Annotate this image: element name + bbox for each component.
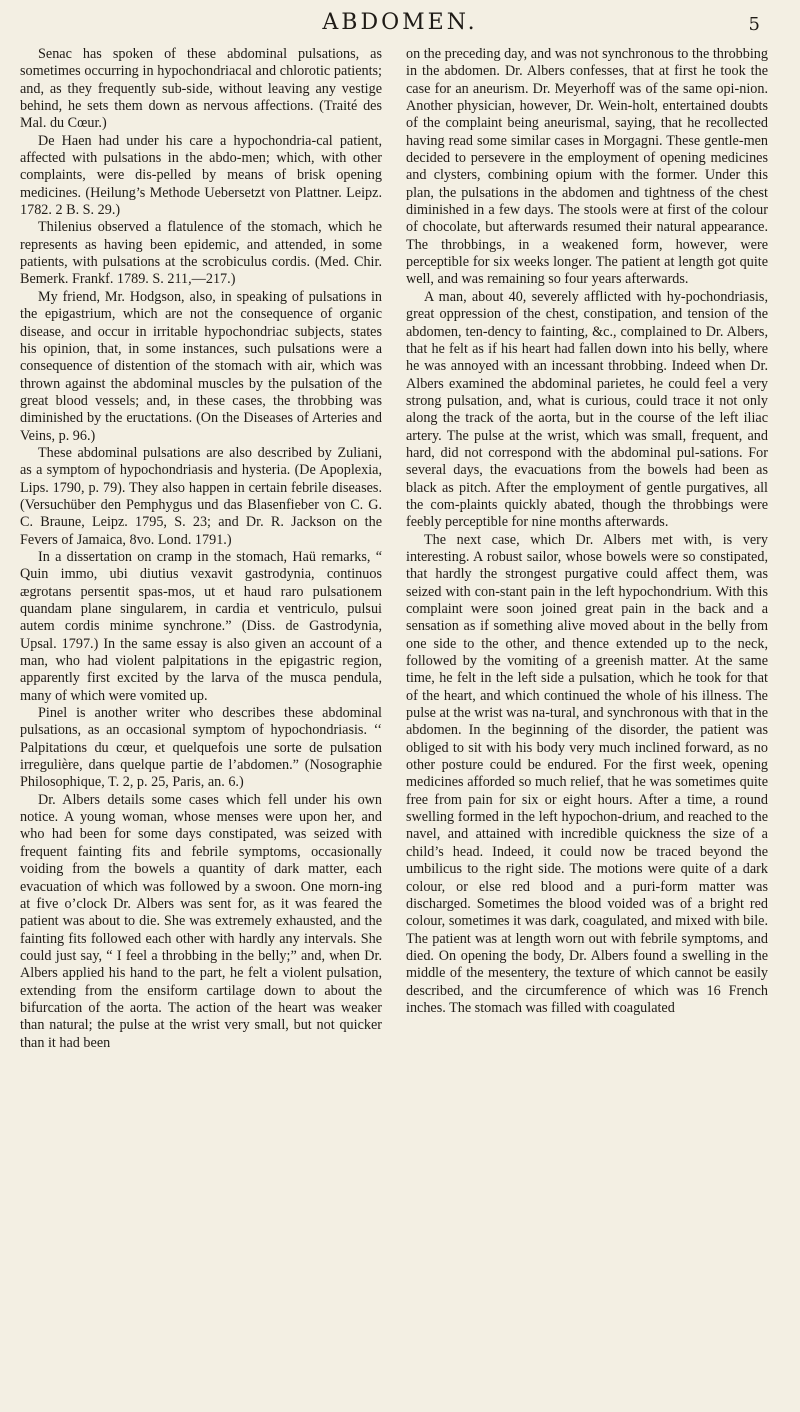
paragraph: My friend, Mr. Hodgson, also, in speaking of pulsations in the epigastrium, which are not the consequence of organic disease, and occur in irritable hypochondriac subjects, states his opinion, that, in some instances, such pulsations were a consequence of distention of the stomach with air, which was thrown against the abdominal muscles by the pulsation of the great blood vessels; and, in these cases, the throbbing was diminished by the eructations. (On the Diseases of Arteries and Veins, p. 96.): [20, 288, 382, 444]
left-column: [20, 46, 382, 1052]
paragraph: Thilenius observed a flatulence of the stomach, which he represents as having been epidemic, and attended, in some patients, with pulsations at the scrobiculus cordis. (Med. Chir. Bemerk. Frankf. 1789. S. 211,—217.): [20, 219, 382, 288]
paragraph: Pinel is another writer who describes these abdominal pulsations, as an occasional symptom of hypochondriasis. ‘‘ Palpitations du cœur, et quelquefois une sorte de pulsation irregulière, dans quelque partie de l’abdomen.” (Nosographie Philosophique, T. 2, p. 25, Paris, an. 6.): [20, 705, 382, 791]
right-column: [406, 46, 768, 1017]
paragraph: A man, about 40, severely afflicted with hy-pochondriasis, great oppression of the chest, constipation, and tension of the abdomen, ten-dency to fainting, &c., complained to Dr. Albers, that he felt as if his heart had fallen down into his belly, where he was annoyed with an incessant throbbing. Indeed when Dr. Albers examined the abdominal parietes, he could feel a very strong pulsation, and, what is curious, could trace it not only along the track of the aorta, but in the course of the left iliac artery. The pulse at the wrist, which was small, frequent, and hard, did not correspond with the abdominal pul-sations. For several days, the evacuations from the bowels had been as black as pitch. After the employment of gentle purgatives, all the com-plaints quickly abated, though the throbbings were feebly perceptible for nine months afterwards.: [406, 288, 768, 531]
paragraph: on the preceding day, and was not synchronous to the throbbing in the abdomen. Dr. Albers confesses, that at first he took the case for an aneurism. Dr. Meyerhoff was of the same opi-nion. Another physician, however, Dr. Wein-holt, entertained doubts of the complaint being aneurismal, saying, that he recollected having read some similar cases in Morgagni. These gentle-men decided to persevere in the employment of opening medicines and clysters, combining opium with the former. Under this plan, the pulsations in the abdomen and tightness of the chest diminished in a few days. The stools were at first of the colour of chocolate, but afterwards resumed their natural appearance. The throbbings, in a weakened form, however, were perceptible for six weeks longer. The patient at length got quite well, and was remaining so four years afterwards.: [406, 46, 768, 288]
running-head: ABDOMEN.: [322, 10, 478, 35]
paragraph: De Haen had under his care a hypochondria-cal patient, affected with pulsations in the abdo-men; which, with other complaints, were dis-pelled by means of brisk opening medicines. (Heilung’s Methode Uebersetzt von Plattner. Leipz. 1782. 2 B. S. 29.): [20, 132, 382, 219]
paragraph: The next case, which Dr. Albers met with, is very interesting. A robust sailor, whose bowels were so constipated, that hardly the strongest purgative could affect them, was seized with con-stant pain in the left hypochondrium. With this complaint were soon joined great pain in the back and a sensation as if something alive moved about in the belly from one side to the other, and thence extended up to the neck, followed by the vomiting of a greenish matter. At the same time, he felt in the left side a pulsation, which he took for that of the heart, and which continued the whole of his illness. The pulse at the wrist was na-tural, and synchronous with that in the abdomen. In the beginning of the disorder, the patient was obliged to sit with his body very much inclined forward, as no other posture could be endured. For the first week, opening medicines afforded so much relief, that he was sometimes quite free from pain for six or eight hours. After a time, a round swelling formed in the left hypochon-drium, and reached to the navel, and attained with incredible quickness the size of a child’s head. Indeed, it could now be traced beyond the umbilicus to the right side. The motions were quite of a dark colour, or else red blood and a puri-form matter was discharged. Sometimes the blood voided was of a bright red colour, sometimes it was dark, coagulated, and mixed with bile. The patient was at length worn out with febrile symptoms, and died. On opening the body, Dr. Albers found a swelling in the middle of the mesentery, the texture of which cannot be easily described, and the circumference of which was 16 French inches. The stomach was filled with coagulated: [406, 531, 768, 1016]
paragraph: Dr. Albers details some cases which fell under his own notice. A young woman, whose menses were upon her, and who had been for some days constipated, was seized with frequent fainting fits and febrile symptoms, occasionally voiding from the bowels a quantity of dark matter, each evacuation of which was followed by a swoon. One morn-ing at five o’clock Dr. Albers was sent for, as it was feared the patient was about to die. She was extremely exhausted, and the fainting fits followed each other with hardly any intervals. She could just say, “ I feel a throbbing in the belly;” and, when Dr. Albers applied his hand to the part, he felt a violent pulsation, extending from the ensiform cartilage down to about the bifurcation of the aorta. The action of the heart was weaker than natural; the pulse at the wrist very small, but not quicker than it had been: [20, 791, 382, 1051]
page-number: 5: [748, 14, 760, 35]
paragraph: These abdominal pulsations are also described by Zuliani, as a symptom of hypochondriasis and hysteria. (De Apoplexia, Lips. 1790, p. 79). They also happen in certain febrile diseases. (Versuchüber den Pemphygus und das Blasenfieber von C. G. C. Braune, Leipz. 1795, S. 23; and Dr. R. Jackson on the Fevers of Jamaica, 8vo. Lond. 1791.): [20, 444, 382, 548]
paragraph: Senac has spoken of these abdominal pulsations, as sometimes occurring in hypochondriacal and chlorotic patients; and, as they frequently sub-side, without leaving any vestige behind, he sets them down as nervous affections. (Traité des Mal. du Cœur.): [20, 46, 382, 132]
paragraph: In a dissertation on cramp in the stomach, Haü remarks, “ Quin immo, ubi diutius vexavit gastrodynia, continuos ægrotans persentit spas-mos, ut et haud raro pulsationem quandam plane singularem, in cardia et ventriculo, pulsui autem cordis minime synchrone.” (Diss. de Gastrodynia, Upsal. 1797.) In the same essay is also given an account of a man, who had violent palpitations in the epigastric region, apparently first excited by the larva of the musca pendula, many of which were vomited up.: [20, 548, 382, 704]
